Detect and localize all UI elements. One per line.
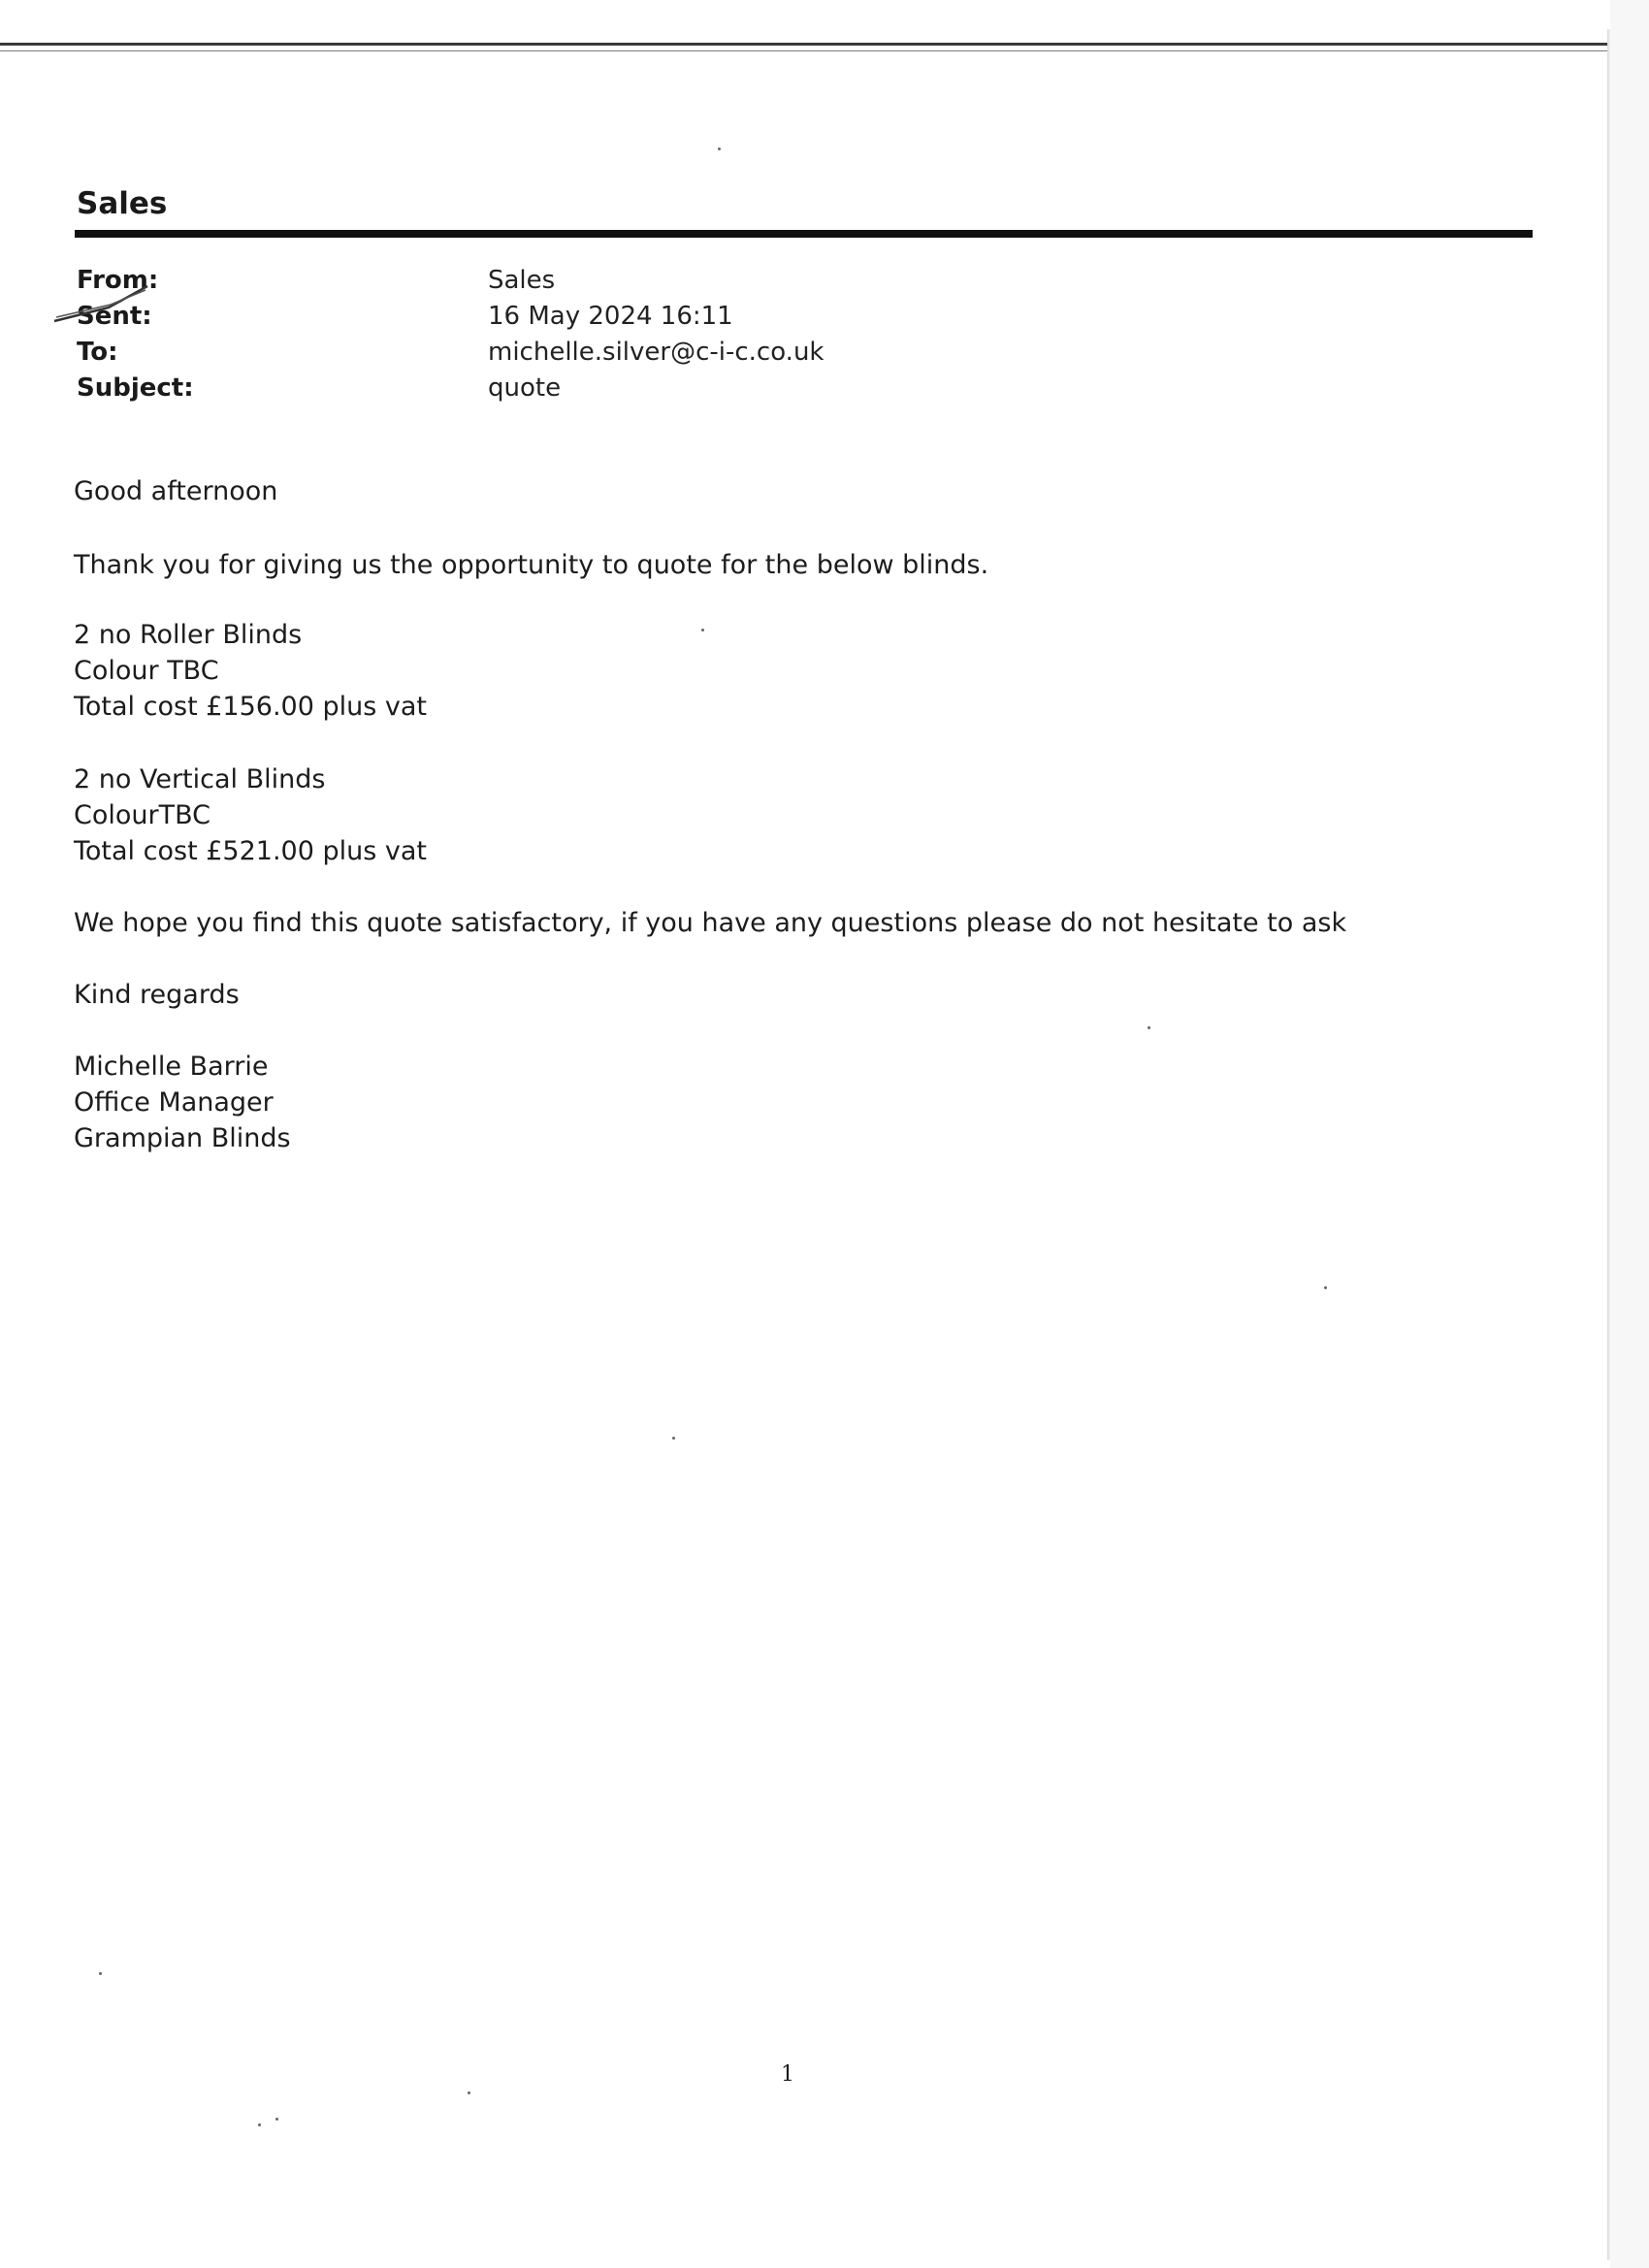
page-number: 1 — [781, 2062, 794, 2087]
item-colour: Colour TBC — [74, 656, 219, 686]
item-colour: ColourTBC — [74, 800, 210, 830]
scan-speck — [258, 2123, 261, 2126]
to-value: michelle.silver@c-i-c.co.uk — [488, 338, 824, 367]
closing-note: We hope you find this quote satisfactory, if you have any questions please do not hesitate to ask — [74, 908, 1347, 938]
scan-speck — [1148, 1026, 1150, 1029]
scan-margin — [1610, 0, 1649, 2268]
subject-value: quote — [488, 373, 562, 403]
signature-company: Grampian Blinds — [74, 1123, 291, 1153]
from-value: Sales — [488, 266, 556, 295]
from-label: From: — [77, 266, 159, 295]
email-body — [74, 473, 1346, 1156]
signature-role: Office Manager — [74, 1087, 274, 1118]
scan-speck — [468, 2091, 470, 2094]
intro-paragraph: Thank you for giving us the opportunity to quote for the below blinds. — [74, 550, 989, 580]
scan-edge-line — [0, 50, 1610, 51]
scan-speck — [718, 147, 721, 150]
scan-speck — [672, 1437, 675, 1440]
scan-speck — [701, 629, 704, 632]
document-title: Sales — [77, 186, 168, 221]
title-divider — [75, 230, 1533, 238]
quote-item — [74, 761, 1346, 869]
sent-value: 16 May 2024 16:11 — [488, 302, 733, 331]
item-description: 2 no Roller Blinds — [74, 620, 303, 650]
scan-edge-line — [0, 43, 1610, 46]
greeting: Good afternoon — [74, 476, 278, 506]
to-label: To: — [77, 338, 118, 367]
scan-edge-line — [1607, 29, 1610, 2260]
pen-strike-mark — [50, 278, 157, 327]
item-description: 2 no Vertical Blinds — [74, 764, 326, 794]
signature-block — [74, 1049, 1346, 1156]
subject-label: Subject: — [77, 373, 194, 403]
signature-name: Michelle Barrie — [74, 1052, 269, 1082]
sent-label: Sent: — [77, 302, 152, 331]
scan-speck — [275, 2118, 278, 2121]
item-cost: Total cost £156.00 plus vat — [74, 692, 427, 722]
quote-item — [74, 617, 1346, 725]
sign-off: Kind regards — [74, 980, 240, 1010]
item-cost: Total cost £521.00 plus vat — [74, 836, 427, 866]
scan-speck — [99, 1972, 102, 1975]
scan-speck — [1324, 1286, 1327, 1289]
